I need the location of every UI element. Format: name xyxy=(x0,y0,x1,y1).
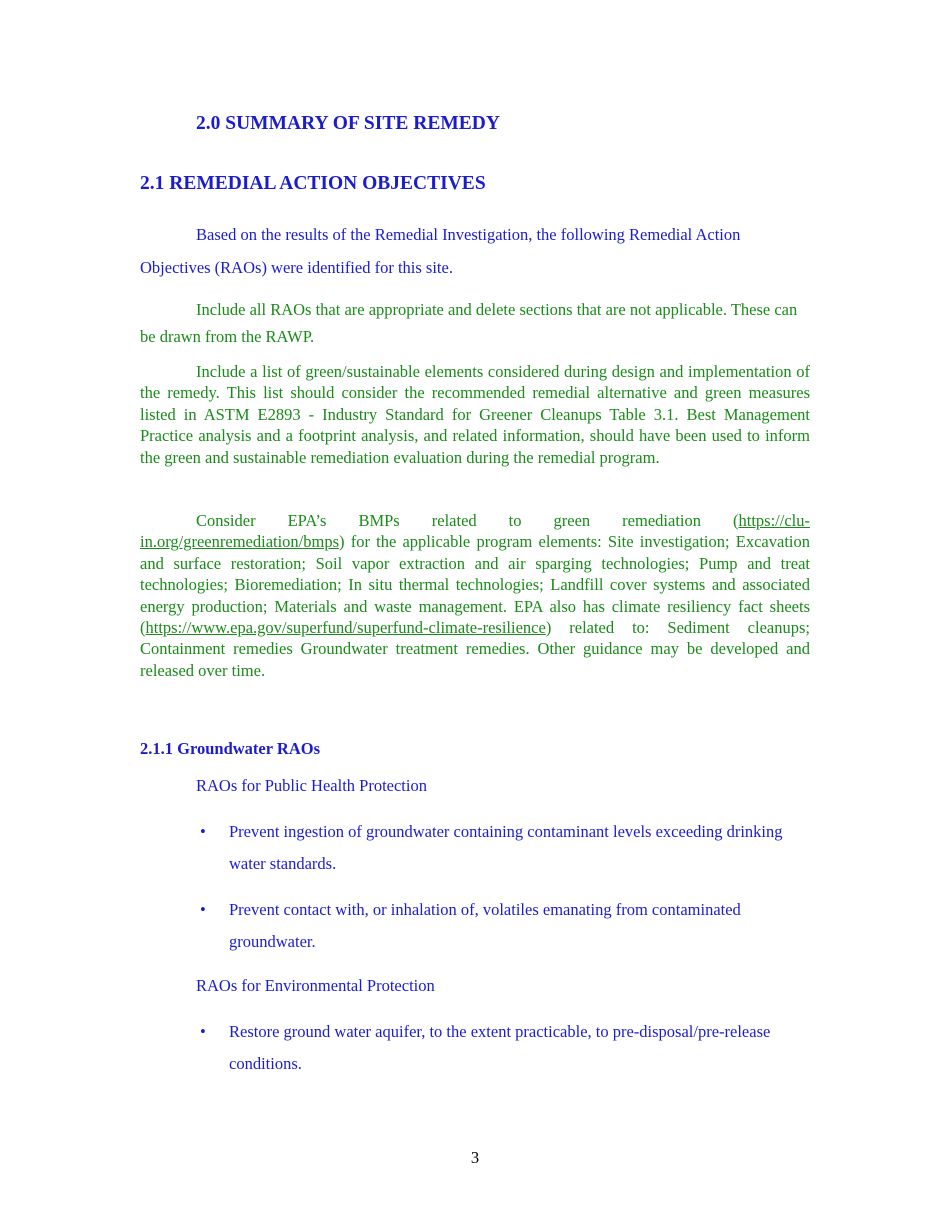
environmental-label: RAOs for Environmental Protection xyxy=(196,976,435,995)
bullet-icon: • xyxy=(200,900,206,919)
section-heading-2-0: 2.0 SUMMARY OF SITE REMEDY xyxy=(196,113,500,134)
bullet-item xyxy=(196,894,816,958)
epa-bmps-text-1: Consider EPA’s BMPs related to green remediation ( xyxy=(196,511,739,530)
section-heading-2-1: 2.1 REMEDIAL ACTION OBJECTIVES xyxy=(140,173,486,194)
clu-in-bmps-link[interactable]: https://clu-in.org/greenremediation/bmps xyxy=(140,511,810,552)
subsection-heading-groundwater: 2.1.1 Groundwater RAOs xyxy=(140,739,320,758)
guidance-paragraph-green-elements: Include a list of green/sustainable elements considered during design and implementation of the remedy. This list should consider the recommended remedial alternative and green measures listed in ASTM E2893 - Industry Standard for Greener Cleanups Table 3.1. Best Management Practice analysis and a footprint analysis, and related information, should have been used to inform the green and sustainable remediation evaluation during the remedial program. xyxy=(140,362,810,467)
epa-bmps-text-2: ) for the applicable program elements: Site investigation; Excavation and surface restoration; Soil vapor extraction and air sparging technologies; Pump and treat technologies; Bioremediation; In situ thermal technologies; Landfill cover systems and associated energy production; Materials and waste management. EPA also has climate resiliency fact sheets ( xyxy=(140,532,810,638)
intro-paragraph: Based on the results of the Remedial Investigation, the following Remedial Action Objectives (RAOs) were identified for this site. xyxy=(140,225,741,277)
bullet-icon: • xyxy=(200,822,206,841)
epa-climate-resilience-link[interactable]: https://www.epa.gov/superfund/superfund-climate-resilience xyxy=(145,618,546,638)
bullet-text: Prevent contact with, or inhalation of, volatiles emanating from contaminated groundwater. xyxy=(229,900,741,951)
bullet-item xyxy=(196,816,816,880)
bullet-text: Prevent ingestion of groundwater containing contaminant levels exceeding drinking water standards. xyxy=(229,822,783,873)
bullet-text: Restore ground water aquifer, to the extent practicable, to pre-disposal/pre-release conditions. xyxy=(229,1022,771,1073)
guidance-paragraph-raos: Include all RAOs that are appropriate and delete sections that are not applicable. These can be drawn from the RAWP. xyxy=(140,300,798,346)
bullet-icon: • xyxy=(200,1022,206,1041)
public-health-label: RAOs for Public Health Protection xyxy=(196,776,427,795)
bullet-item xyxy=(196,1016,816,1080)
epa-bmps-text-3: ) related to: Sediment cleanups; Containment remedies Groundwater treatment remedies. Other guidance may be developed and released over time. xyxy=(140,618,810,680)
page-number: 3 xyxy=(470,1148,480,1167)
guidance-paragraph-epa-bmps xyxy=(140,510,810,681)
